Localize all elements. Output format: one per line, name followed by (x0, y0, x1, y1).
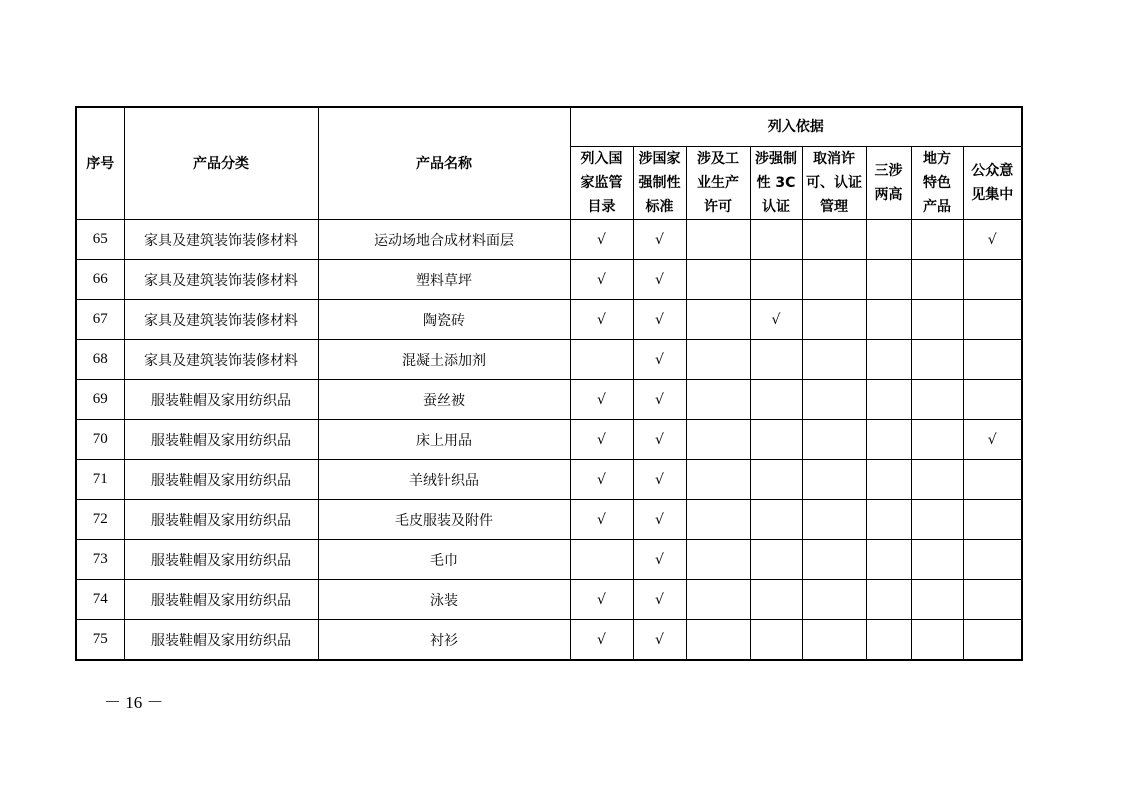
row-category: 家具及建筑装饰装修材料 (124, 300, 318, 340)
check-mark: √ (655, 591, 664, 608)
basis-cell-col-4 (750, 260, 802, 300)
basis-cell-col-7 (911, 340, 963, 380)
header-basis-line: 公众意 (971, 163, 1014, 179)
basis-cell-col-7 (911, 300, 963, 340)
row-product-name: 床上用品 (318, 420, 570, 460)
row-product-name: 衬衫 (318, 620, 570, 661)
header-category: 产品分类 (124, 107, 318, 220)
row-category: 家具及建筑装饰装修材料 (124, 220, 318, 260)
check-mark: √ (597, 391, 606, 408)
row-number: 70 (76, 420, 124, 460)
header-basis-line: 强制性 (638, 175, 681, 191)
basis-cell-col-4 (750, 380, 802, 420)
basis-cell-col-2 (633, 580, 686, 620)
basis-cell-col-5 (802, 420, 866, 460)
basis-cell-col-6 (866, 380, 911, 420)
basis-cell-col-1 (570, 420, 633, 460)
header-basis-line: 涉强制 (755, 151, 797, 167)
check-mark: √ (655, 471, 664, 488)
basis-cell-col-6 (866, 500, 911, 540)
row-number: 68 (76, 340, 124, 380)
check-mark: √ (655, 271, 664, 288)
basis-cell-col-3 (686, 300, 750, 340)
row-number: 65 (76, 220, 124, 260)
basis-cell-col-1 (570, 580, 633, 620)
basis-cell-col-5 (802, 580, 866, 620)
row-category: 服装鞋帽及家用纺织品 (124, 540, 318, 580)
row-product-name: 运动场地合成材料面层 (318, 220, 570, 260)
check-mark: √ (987, 431, 997, 448)
header-basis-col-1 (570, 147, 633, 220)
row-category: 家具及建筑装饰装修材料 (124, 260, 318, 300)
basis-cell-col-5 (802, 300, 866, 340)
basis-cell-col-7 (911, 620, 963, 661)
row-product-name: 毛巾 (318, 540, 570, 580)
table-row (76, 500, 1022, 540)
check-mark: √ (597, 511, 606, 528)
basis-cell-col-7 (911, 220, 963, 260)
basis-cell-col-8 (963, 340, 1022, 380)
header-basis-line: 两高 (874, 187, 903, 203)
basis-cell-col-3 (686, 540, 750, 580)
page-number: － 16 － (104, 693, 164, 712)
row-number: 72 (76, 500, 124, 540)
table-row (76, 340, 1022, 380)
basis-cell-col-7 (911, 580, 963, 620)
basis-cell-col-1 (570, 540, 633, 580)
row-category: 服装鞋帽及家用纺织品 (124, 380, 318, 420)
row-category: 服装鞋帽及家用纺织品 (124, 500, 318, 540)
header-basis-line: 特色 (923, 175, 951, 191)
basis-cell-col-4 (750, 620, 802, 661)
basis-cell-col-3 (686, 420, 750, 460)
basis-cell-col-4 (750, 580, 802, 620)
header-basis-col-8 (963, 147, 1022, 220)
table-header (76, 107, 1022, 220)
header-basis-line: 许可 (704, 199, 732, 215)
check-mark: √ (597, 271, 606, 288)
table-row (76, 420, 1022, 460)
check-mark: √ (597, 471, 606, 488)
basis-cell-col-4 (750, 460, 802, 500)
basis-cell-col-5 (802, 220, 866, 260)
basis-cell-col-5 (802, 260, 866, 300)
product-table (75, 106, 1023, 661)
row-product-name: 混凝土添加剂 (318, 340, 570, 380)
row-number: 74 (76, 580, 124, 620)
header-basis-line: 目录 (587, 199, 616, 215)
header-seq: 序号 (76, 107, 124, 220)
row-category: 服装鞋帽及家用纺织品 (124, 620, 318, 661)
basis-cell-col-1 (570, 380, 633, 420)
basis-cell-col-6 (866, 460, 911, 500)
check-mark: √ (597, 631, 606, 648)
check-mark: √ (987, 231, 997, 248)
basis-cell-col-3 (686, 620, 750, 661)
header-basis-line: 列入国 (580, 151, 623, 167)
check-mark: √ (597, 431, 606, 448)
table-row (76, 460, 1022, 500)
header-basis-line: 地方 (923, 151, 951, 167)
basis-cell-col-2 (633, 260, 686, 300)
basis-cell-col-7 (911, 420, 963, 460)
row-number: 69 (76, 380, 124, 420)
header-basis-col-5 (802, 147, 866, 220)
header-basis-col-4 (750, 147, 802, 220)
basis-cell-col-8 (963, 620, 1022, 661)
header-basis-line: 管理 (820, 199, 848, 215)
basis-cell-col-8 (963, 500, 1022, 540)
basis-cell-col-7 (911, 540, 963, 580)
check-mark: √ (655, 511, 664, 528)
basis-cell-col-1 (570, 460, 633, 500)
table-row (76, 620, 1022, 661)
basis-cell-col-8 (963, 380, 1022, 420)
check-mark: √ (771, 311, 781, 328)
basis-cell-col-1 (570, 300, 633, 340)
row-product-name: 泳装 (318, 580, 570, 620)
header-basis-col-2 (633, 147, 686, 220)
basis-cell-col-6 (866, 540, 911, 580)
basis-cell-col-8 (963, 260, 1022, 300)
basis-cell-col-6 (866, 420, 911, 460)
basis-cell-col-6 (866, 340, 911, 380)
basis-cell-col-2 (633, 340, 686, 380)
basis-cell-col-7 (911, 460, 963, 500)
basis-cell-col-4 (750, 220, 802, 260)
basis-cell-col-2 (633, 620, 686, 661)
basis-cell-col-3 (686, 340, 750, 380)
basis-cell-col-4 (750, 420, 802, 460)
basis-cell-col-6 (866, 300, 911, 340)
basis-cell-col-2 (633, 420, 686, 460)
header-basis-line: 可、认证 (806, 175, 862, 191)
row-category: 服装鞋帽及家用纺织品 (124, 580, 318, 620)
basis-cell-col-4 (750, 540, 802, 580)
table-row (76, 220, 1022, 260)
check-mark: √ (655, 231, 664, 248)
header-basis: 列入依据 (570, 107, 1022, 147)
row-product-name: 陶瓷砖 (318, 300, 570, 340)
header-basis-col-6 (866, 147, 911, 220)
table-row (76, 260, 1022, 300)
row-category: 服装鞋帽及家用纺织品 (124, 460, 318, 500)
basis-cell-col-6 (866, 620, 911, 661)
table-row (76, 580, 1022, 620)
basis-cell-col-5 (802, 460, 866, 500)
header-basis-line: 涉及工 (697, 151, 739, 167)
header-basis-line: 家监管 (580, 175, 623, 191)
basis-cell-col-8 (963, 460, 1022, 500)
basis-cell-col-7 (911, 260, 963, 300)
basis-cell-col-3 (686, 460, 750, 500)
row-category: 家具及建筑装饰装修材料 (124, 340, 318, 380)
check-mark: √ (655, 391, 664, 408)
basis-cell-col-1 (570, 500, 633, 540)
basis-cell-col-4 (750, 300, 802, 340)
basis-cell-col-7 (911, 500, 963, 540)
check-mark: √ (597, 591, 606, 608)
check-mark: √ (655, 351, 664, 368)
basis-cell-col-2 (633, 540, 686, 580)
basis-cell-col-6 (866, 580, 911, 620)
header-basis-col-3 (686, 147, 750, 220)
basis-cell-col-5 (802, 340, 866, 380)
row-number: 71 (76, 460, 124, 500)
basis-cell-col-2 (633, 300, 686, 340)
basis-cell-col-2 (633, 380, 686, 420)
basis-cell-col-8 (963, 300, 1022, 340)
table-row (76, 540, 1022, 580)
table-row (76, 300, 1022, 340)
table-row (76, 380, 1022, 420)
basis-cell-col-3 (686, 260, 750, 300)
basis-cell-col-1 (570, 620, 633, 661)
header-basis-line: 见集中 (971, 187, 1014, 203)
check-mark: √ (655, 631, 664, 648)
header-basis-line: 产品 (923, 199, 951, 215)
basis-cell-col-2 (633, 460, 686, 500)
header-basis-line: 涉国家 (638, 151, 681, 167)
basis-cell-col-1 (570, 220, 633, 260)
basis-cell-col-3 (686, 380, 750, 420)
row-number: 73 (76, 540, 124, 580)
table-body (76, 220, 1022, 661)
header-basis-line: 性 3C (756, 175, 796, 191)
header-basis-line: 认证 (762, 199, 790, 215)
check-mark: √ (655, 431, 664, 448)
header-basis-col-7 (911, 147, 963, 220)
basis-cell-col-5 (802, 620, 866, 661)
row-product-name: 蚕丝被 (318, 380, 570, 420)
check-mark: √ (655, 551, 664, 568)
basis-cell-col-5 (802, 500, 866, 540)
basis-cell-col-8 (963, 220, 1022, 260)
basis-cell-col-2 (633, 220, 686, 260)
basis-cell-col-5 (802, 380, 866, 420)
basis-cell-col-5 (802, 540, 866, 580)
row-category: 服装鞋帽及家用纺织品 (124, 420, 318, 460)
header-basis-line: 业生产 (697, 175, 739, 191)
header-product-name: 产品名称 (318, 107, 570, 220)
basis-cell-col-8 (963, 540, 1022, 580)
check-mark: √ (655, 311, 664, 328)
basis-cell-col-3 (686, 500, 750, 540)
basis-cell-col-4 (750, 500, 802, 540)
basis-cell-col-1 (570, 340, 633, 380)
header-basis-line: 标准 (645, 199, 674, 215)
basis-cell-col-8 (963, 420, 1022, 460)
basis-cell-col-2 (633, 500, 686, 540)
check-mark: √ (597, 311, 606, 328)
basis-cell-col-4 (750, 340, 802, 380)
row-product-name: 羊绒针织品 (318, 460, 570, 500)
check-mark: √ (597, 231, 606, 248)
row-number: 66 (76, 260, 124, 300)
header-basis-line: 三涉 (874, 163, 903, 179)
basis-cell-col-8 (963, 580, 1022, 620)
basis-cell-col-7 (911, 380, 963, 420)
header-basis-line: 取消许 (813, 151, 855, 167)
basis-cell-col-1 (570, 260, 633, 300)
basis-cell-col-6 (866, 260, 911, 300)
row-number: 67 (76, 300, 124, 340)
basis-cell-col-6 (866, 220, 911, 260)
row-number: 75 (76, 620, 124, 661)
basis-cell-col-3 (686, 220, 750, 260)
row-product-name: 毛皮服装及附件 (318, 500, 570, 540)
row-product-name: 塑料草坪 (318, 260, 570, 300)
basis-cell-col-3 (686, 580, 750, 620)
